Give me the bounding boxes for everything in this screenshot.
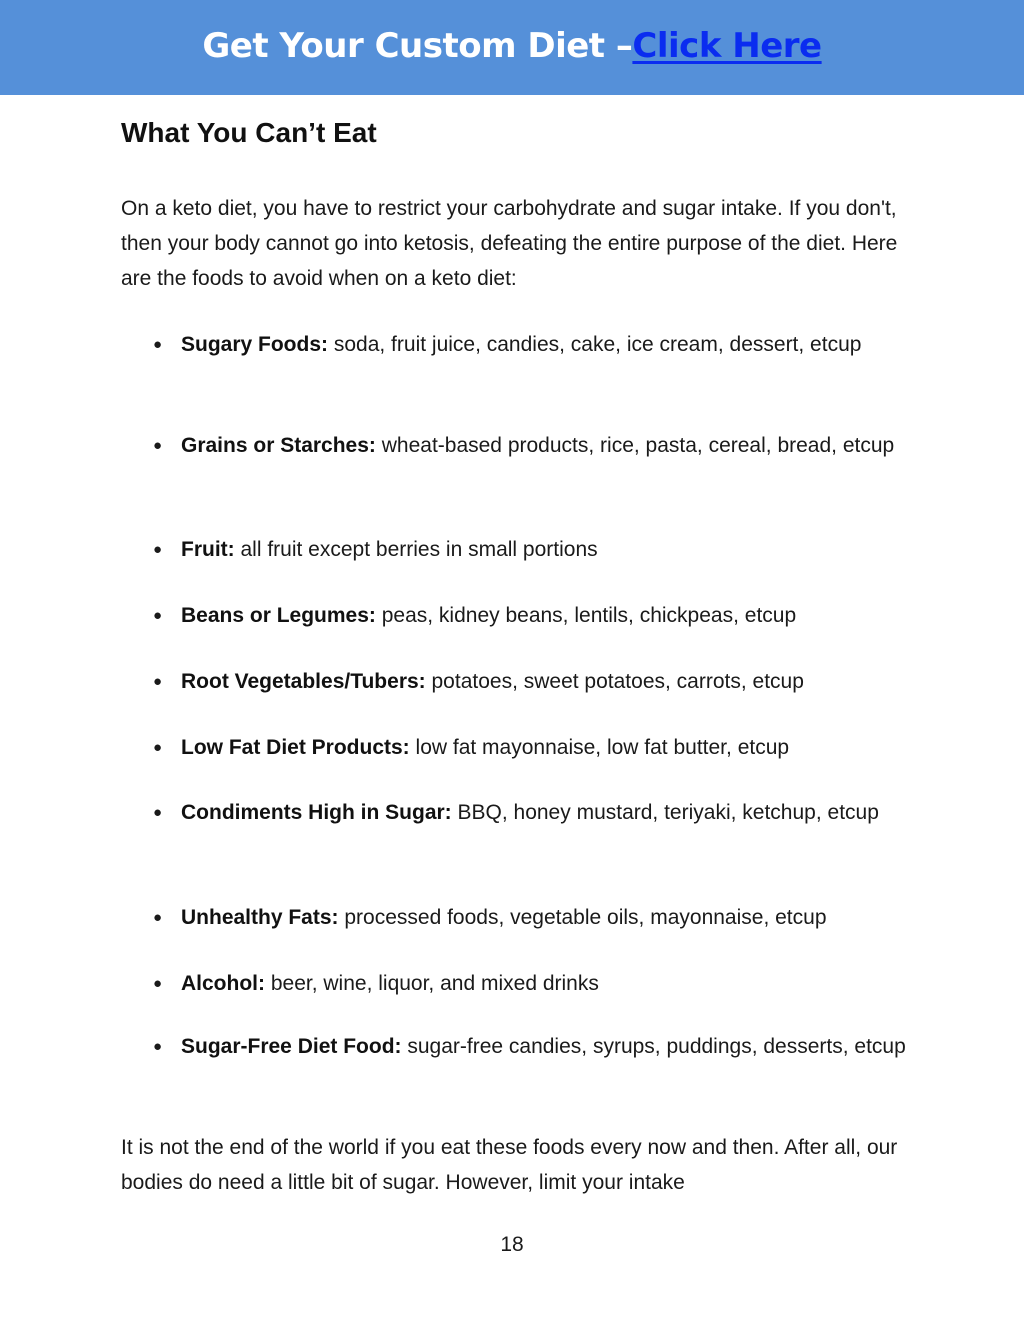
item-detail: sugar-free candies, syrups, puddings, desserts, etcup	[401, 1035, 906, 1058]
item-detail: low fat mayonnaise, low fat butter, etcup	[409, 736, 790, 759]
list-item-fruit	[153, 532, 913, 567]
bullet-dot: ●	[153, 607, 163, 624]
page-number: 18	[500, 1233, 524, 1256]
click-here-link[interactable]: Click Here	[632, 25, 822, 66]
custom-diet-banner	[0, 0, 1024, 95]
item-detail: all fruit except berries in small portions	[234, 538, 598, 561]
list-item-alcohol	[153, 966, 913, 1001]
item-term: Alcohol:	[181, 972, 265, 995]
item-detail: peas, kidney beans, lentils, chickpeas, etcup	[375, 604, 797, 627]
bullet-dot: ●	[153, 804, 163, 821]
bullet-dot: ●	[153, 1038, 163, 1055]
bullet-dot: ●	[153, 673, 163, 690]
list-item-grains-or-starches	[153, 428, 913, 463]
list-item-low-fat-diet-products	[153, 730, 913, 765]
item-term: Fruit:	[181, 538, 235, 561]
item-term: Sugar-Free Diet Food:	[181, 1035, 402, 1058]
item-term: Beans or Legumes:	[181, 604, 376, 627]
list-item-sugary-foods	[153, 327, 913, 362]
item-detail: BBQ, honey mustard, teriyaki, ketchup, etcup	[451, 801, 879, 824]
item-term: Grains or Starches:	[181, 434, 376, 457]
list-item-sugar-free-diet-food	[153, 1029, 913, 1064]
item-detail: soda, fruit juice, candies, cake, ice cream, dessert, etcup	[328, 333, 862, 356]
list-item-unhealthy-fats	[153, 900, 913, 935]
closing-paragraph: It is not the end of the world if you eat these foods every now and then. After all, our bodies do need a little bit of sugar. However, limit your intake	[121, 1136, 898, 1194]
item-detail: beer, wine, liquor, and mixed drinks	[265, 972, 599, 995]
item-term: Condiments High in Sugar:	[181, 801, 452, 824]
item-term: Root Vegetables/Tubers:	[181, 670, 426, 693]
item-detail: wheat-based products, rice, pasta, cereal, bread, etcup	[375, 434, 895, 457]
list-item-beans-or-legumes	[153, 598, 913, 633]
item-term: Low Fat Diet Products:	[181, 736, 410, 759]
banner-text: Get Your Custom Diet –	[202, 25, 633, 66]
bullet-dot: ●	[153, 541, 163, 558]
bullet-dot: ●	[153, 975, 163, 992]
bullet-dot: ●	[153, 437, 163, 454]
section-heading: What You Can’t Eat	[121, 117, 377, 148]
item-detail: potatoes, sweet potatoes, carrots, etcup	[425, 670, 804, 693]
bullet-dot: ●	[153, 909, 163, 926]
intro-paragraph: On a keto diet, you have to restrict your carbohydrate and sugar intake. If you don't, then your body cannot go into ketosis, defeating the entire purpose of the diet. Here are the foods to avoid when on a keto diet:	[121, 197, 898, 290]
item-term: Sugary Foods:	[181, 333, 329, 356]
item-term: Unhealthy Fats:	[181, 906, 339, 929]
list-item-root-vegetables	[153, 664, 913, 699]
bullet-dot: ●	[153, 739, 163, 756]
bullet-dot: ●	[153, 336, 163, 353]
list-item-condiments-high-in-sugar	[153, 795, 913, 830]
item-detail: processed foods, vegetable oils, mayonnaise, etcup	[338, 906, 827, 929]
